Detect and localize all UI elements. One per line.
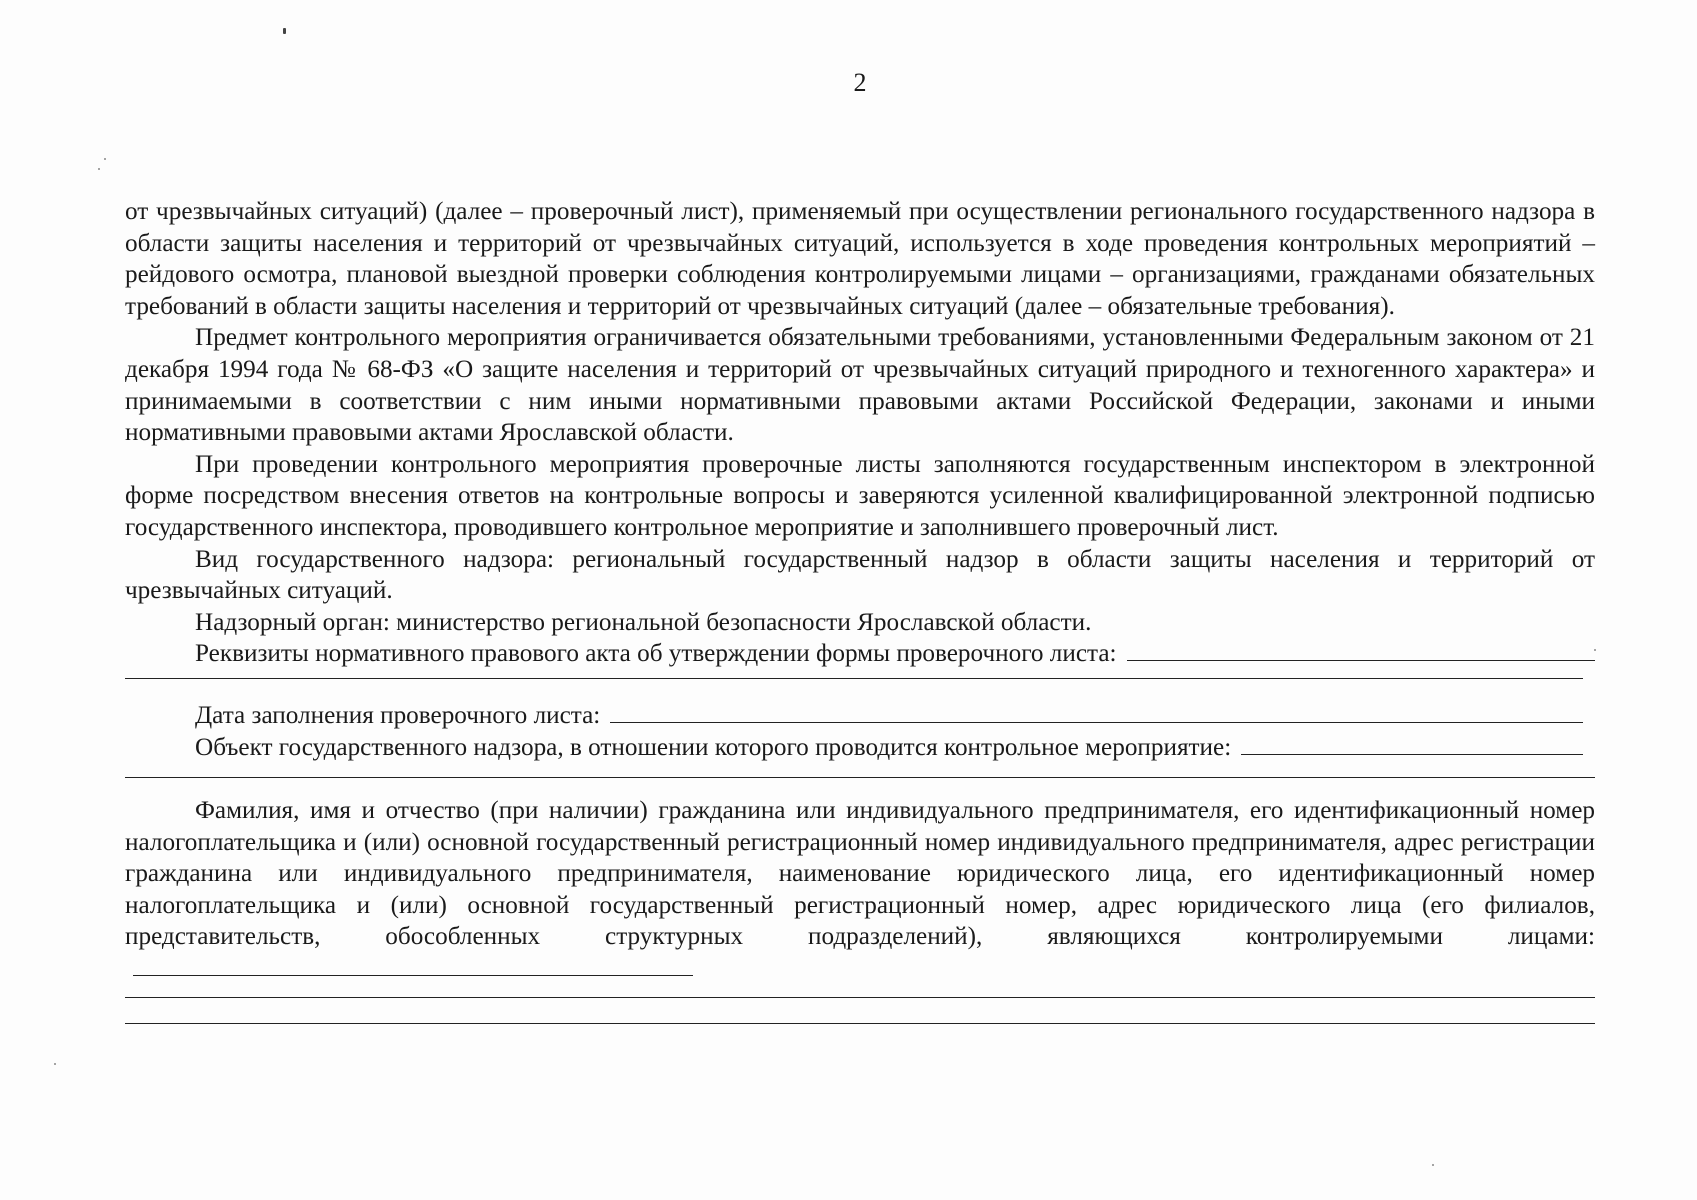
paragraph-supervision-type: Вид государственного надзора: региональный государственный надзор в области защиты населения и территорий от чрезвычайных ситуаций. <box>125 545 1595 605</box>
controlled-persons-input-line[interactable] <box>133 953 693 976</box>
requisites-input-line[interactable] <box>1127 638 1595 661</box>
paragraph-supervisory-body: Надзорный орган: министерство региональной безопасности Ярославской области. <box>195 608 1092 636</box>
blank-line-spacer <box>125 670 1595 694</box>
requisites-label: Реквизиты нормативного правового акта об утверждении формы проверочного листа: <box>195 640 1117 668</box>
object-label: Объект государственного надзора, в отношении которого проводится контрольное мероприятие: <box>195 733 1232 761</box>
scan-speck <box>283 28 286 34</box>
scan-speck <box>54 1063 56 1065</box>
scan-speck <box>104 158 106 160</box>
requisites-continuation-line[interactable] <box>125 670 1583 679</box>
blank-line-spacer <box>125 763 1595 791</box>
fill-date-input-line[interactable] <box>610 700 1583 723</box>
object-field <box>125 732 1595 764</box>
scan-speck <box>98 168 100 170</box>
blank-line-spacer <box>125 1013 1595 1041</box>
paragraph-electronic-form: При проведении контрольного мероприятия проверочные листы заполняются государственным инспектором в электронной форме посредством внесения ответов на контрольные вопросы и заверяются усиленной квалифицированной электронной подписью государственного инспектора, проводившего контрольное мероприятие и заполнившего проверочный лист. <box>125 450 1595 541</box>
fill-date-field <box>125 700 1595 732</box>
blank-line-spacer <box>125 985 1595 1013</box>
paragraph-control-subject: Предмет контрольного мероприятия ограничивается обязательными требованиями, установленными Федеральным законом от 21 декабря 1994 года № 68-ФЗ «О защите населения и территорий от чрезвычайных ситуаций природного и техногенного характера» и принимаемыми в соответствии с ним иными нормативными правовыми актами Российской Федерации, законами и иными нормативными правовыми актами Ярославской области. <box>125 324 1595 447</box>
page-number: 2 <box>853 68 867 97</box>
scan-speck <box>1432 1164 1434 1166</box>
controlled-persons-label-text: Фамилия, имя и отчество (при наличии) гражданина или индивидуального предпринимателя, его идентификационный номер налогоплательщика и (или) основной государственный регистрационный номер индивидуального предпринимателя, адрес регистрации гражданина или индивидуального предпринимателя, наименование юридического лица, его идентификационный номер налогоплательщика и (или) основной государственный регистрационный номер, адрес юридического лица (его филиалов, представительств, обособленных структурных подразделений), являющихся контролируемыми лицами: <box>125 797 1595 951</box>
controlled-persons-label <box>125 795 1595 985</box>
requisites-field <box>125 638 1595 670</box>
controlled-persons-line-2[interactable] <box>125 1013 1595 1024</box>
controlled-persons-line-1[interactable] <box>125 985 1595 998</box>
document-body <box>125 196 1595 1041</box>
object-continuation-line[interactable] <box>125 763 1595 778</box>
fill-date-label: Дата заполнения проверочного листа: <box>195 701 601 729</box>
paragraph-checklist-usage: от чрезвычайных ситуаций) (далее – проверочный лист), применяемый при осуществлении регионального государственного надзора в области защиты населения и территорий от чрезвычайных ситуаций, используется в ходе проведения контрольных мероприятий – рейдового осмотра, плановой выездной проверки соблюдения контролируемыми лицами – организациями, гражданами обязательных требований в области защиты населения и территорий от чрезвычайных ситуаций (далее – обязательные требования). <box>125 198 1595 320</box>
object-input-line[interactable] <box>1241 732 1583 755</box>
